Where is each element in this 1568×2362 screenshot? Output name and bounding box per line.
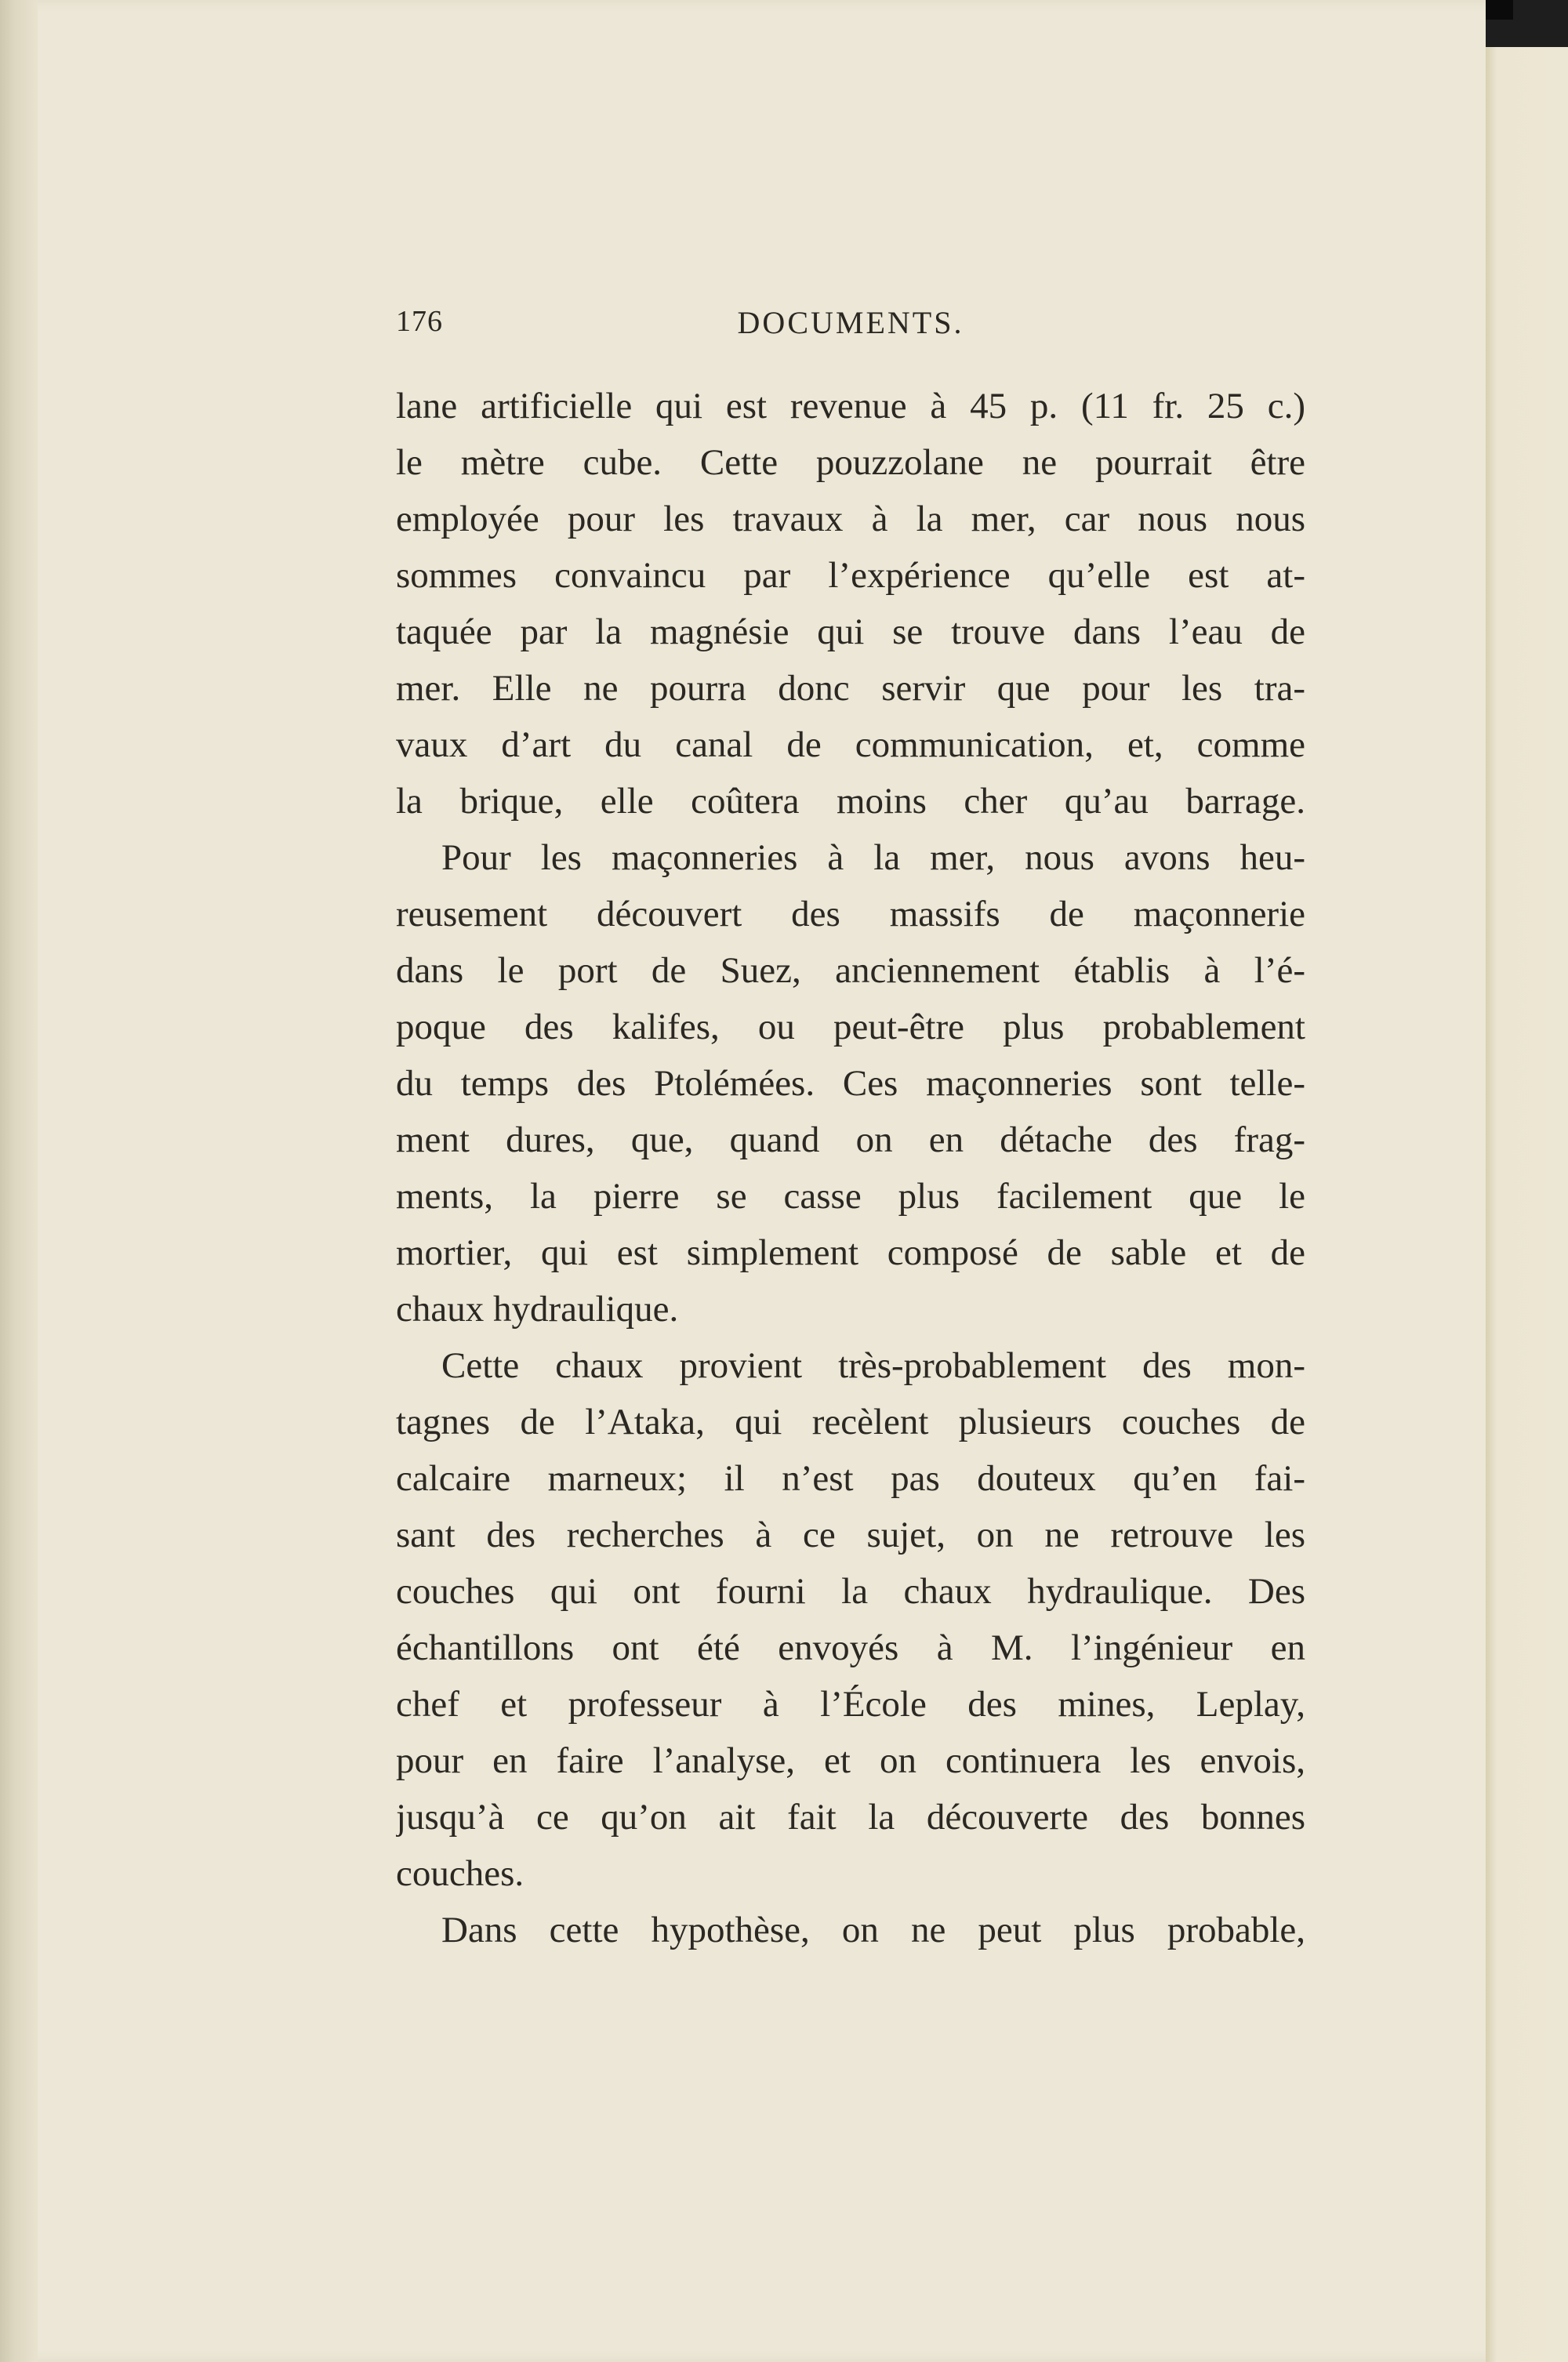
text-line: du temps des Ptolémées. Ces maçonneries sont telle- — [396, 1063, 1305, 1104]
text-line: tagnes de l’Ataka, qui recèlent plusieurs couches de — [396, 1402, 1305, 1442]
running-title: DOCUMENTS. — [737, 305, 964, 340]
text-line: mer. Elle ne pourra donc servir que pour les tra- — [396, 668, 1305, 709]
text-line: employée pour les travaux à la mer, car nous nous — [396, 499, 1305, 539]
text-line: chaux hydraulique. — [396, 1289, 679, 1330]
text-line: chef et professeur à l’École des mines, Leplay, — [396, 1684, 1305, 1725]
text-line: vaux d’art du canal de communication, et, comme — [396, 724, 1305, 765]
text-line: le mètre cube. Cette pouzzolane ne pourrait être — [396, 442, 1305, 483]
text-line: Cette chaux provient très-probablement des mon- — [441, 1345, 1305, 1386]
text-line: Pour les maçonneries à la mer, nous avons heu- — [441, 837, 1305, 878]
text-line: pour en faire l’analyse, et on continuera les envois, — [396, 1740, 1305, 1781]
text-line: couches. — [396, 1853, 524, 1894]
text-line: échantillons ont été envoyés à M. l’ingénieur en — [396, 1627, 1305, 1668]
body-text — [396, 378, 1305, 1958]
text-line: jusqu’à ce qu’on ait fait la découverte des bonnes — [396, 1797, 1305, 1838]
text-line: dans le port de Suez, anciennement établis à l’é- — [396, 950, 1305, 991]
page-number: 176 — [396, 305, 443, 338]
text-line: reusement découvert des massifs de maçonnerie — [396, 894, 1305, 934]
text-line: lane artificielle qui est revenue à 45 p. (11 fr. 25 c.) — [396, 386, 1305, 426]
running-header — [396, 304, 1305, 343]
next-page-edge — [1486, 47, 1568, 2362]
text-line: poque des kalifes, ou peut-être plus probablement — [396, 1007, 1305, 1047]
text-line: ment dures, que, quand on en détache des frag- — [396, 1119, 1305, 1160]
text-line: ments, la pierre se casse plus facilement que le — [396, 1176, 1305, 1217]
text-line: calcaire marneux; il n’est pas douteux qu’en fai- — [396, 1458, 1305, 1499]
text-line: sommes convaincu par l’expérience qu’elle est at- — [396, 555, 1305, 596]
text-line: Dans cette hypothèse, on ne peut plus probable, — [441, 1910, 1305, 1950]
text-line: la brique, elle coûtera moins cher qu’au barrage. — [396, 781, 1305, 822]
text-line: couches qui ont fourni la chaux hydraulique. Des — [396, 1571, 1305, 1612]
text-line: sant des recherches à ce sujet, on ne retrouve les — [396, 1515, 1305, 1555]
text-line: taquée par la magnésie qui se trouve dans l’eau de — [396, 611, 1305, 652]
text-line: mortier, qui est simplement composé de sable et de — [396, 1232, 1305, 1273]
page-gutter-shadow — [0, 0, 38, 2362]
